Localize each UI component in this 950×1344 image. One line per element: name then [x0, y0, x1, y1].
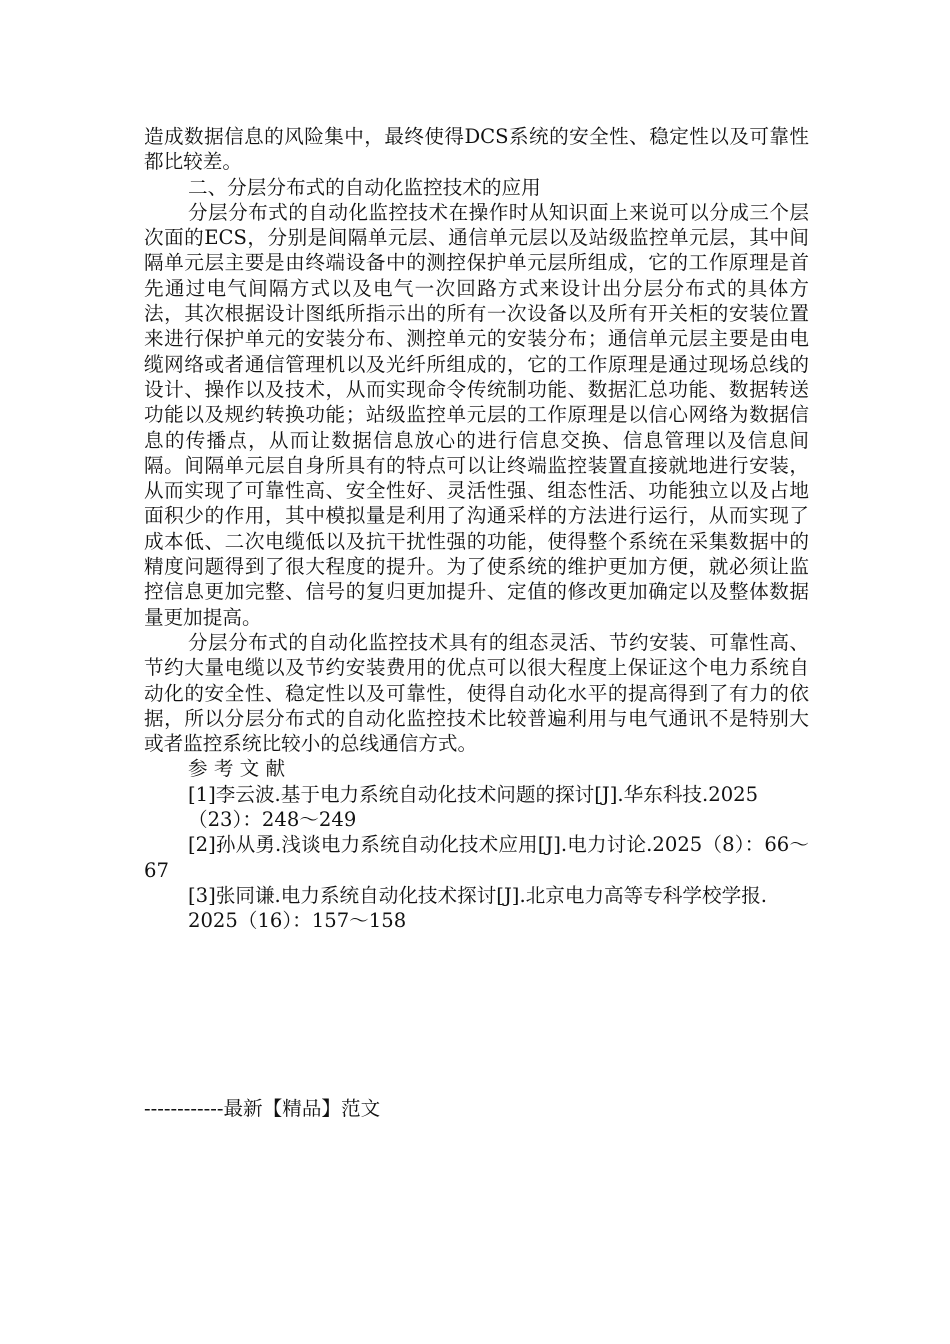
body-paragraph-1: 分层分布式的自动化监控技术在操作时从知识面上来说可以分成三个层次面的ECS，分别是间隔单元层、通信单元层以及站级监控单元层，其中间隔单元层主要是由终端设备中的测控保护单元层所组成，它的工作原理是首先通过电气间隔方式以及电气一次回路方式来设计出分层分布式的具体方法，其次根据设计图纸所指示出的所有一次设备以及所有开关柜的安装位置来进行保护单元的安装分布、测控单元的安装分布；通信单元层主要是由电缆网络或者通信管理机以及光纤所组成的，它的工作原理是通过现场总线的设计、操作以及技术，从而实现命令传统制功能、数据汇总功能、数据转送功能以及规约转换功能；站级监控单元层的工作原理是以信心网络为数据信息的传播点，从而让数据信息放心的进行信息交换、信息管理以及信息间隔。间隔单元层自身所具有的特点可以让终端监控装置直接就地进行安装，从而实现了可靠性高、安全性好、灵活性强、组态性活、功能独立以及占地面积少的作用，其中模拟量是利用了沟通采样的方法进行运行，从而实现了成本低、二次电缆低以及抗干扰性强的功能，使得整个系统在采集数据中的精度问题得到了很大程度的提升。为了使系统的维护更加方便，就必须让监控信息更加完整、信号的复归更加提升、定值的修改更加确定以及整体数据量更加提高。 — [144, 200, 809, 629]
document-body — [144, 124, 809, 934]
footer-text: ------------最新【精品】范文 — [144, 1097, 381, 1120]
intro-paragraph: 造成数据信息的风险集中，最终使得DCS系统的安全性、稳定性以及可靠性都比较差。 — [144, 125, 809, 174]
reference-item-2: [2]孙从勇.浅谈电力系统自动化技术应用[J].电力讨论.2025（8）：66～67 — [144, 833, 809, 882]
reference-item-3-continuation: 2025（16）：157～158 — [188, 909, 407, 933]
reference-item-1: [1]李云波.基于电力系统自动化技术问题的探讨[J].华东科技.2025 — [188, 782, 759, 806]
section-heading: 二、分层分布式的自动化监控技术的应用 — [188, 175, 541, 199]
body-paragraph-2: 分层分布式的自动化监控技术具有的组态灵活、节约安装、可靠性高、节约大量电缆以及节约安装费用的优点可以很大程度上保证这个电力系统自动化的安全性、稳定性以及可靠性，使得自动化水平的提高得到了有力的依据，所以分层分布式的自动化监控技术比较普遍利用与电气通讯不是特别大或者监控系统比较小的总线通信方式。 — [144, 630, 809, 756]
references-title: 参 考 文 献 — [188, 757, 286, 781]
reference-item-3: [3]张同谦.电力系统自动化技术探讨[J].北京电力高等专科学校学报. — [188, 883, 768, 907]
reference-item-1-continuation: （23）：248～249 — [188, 808, 357, 832]
